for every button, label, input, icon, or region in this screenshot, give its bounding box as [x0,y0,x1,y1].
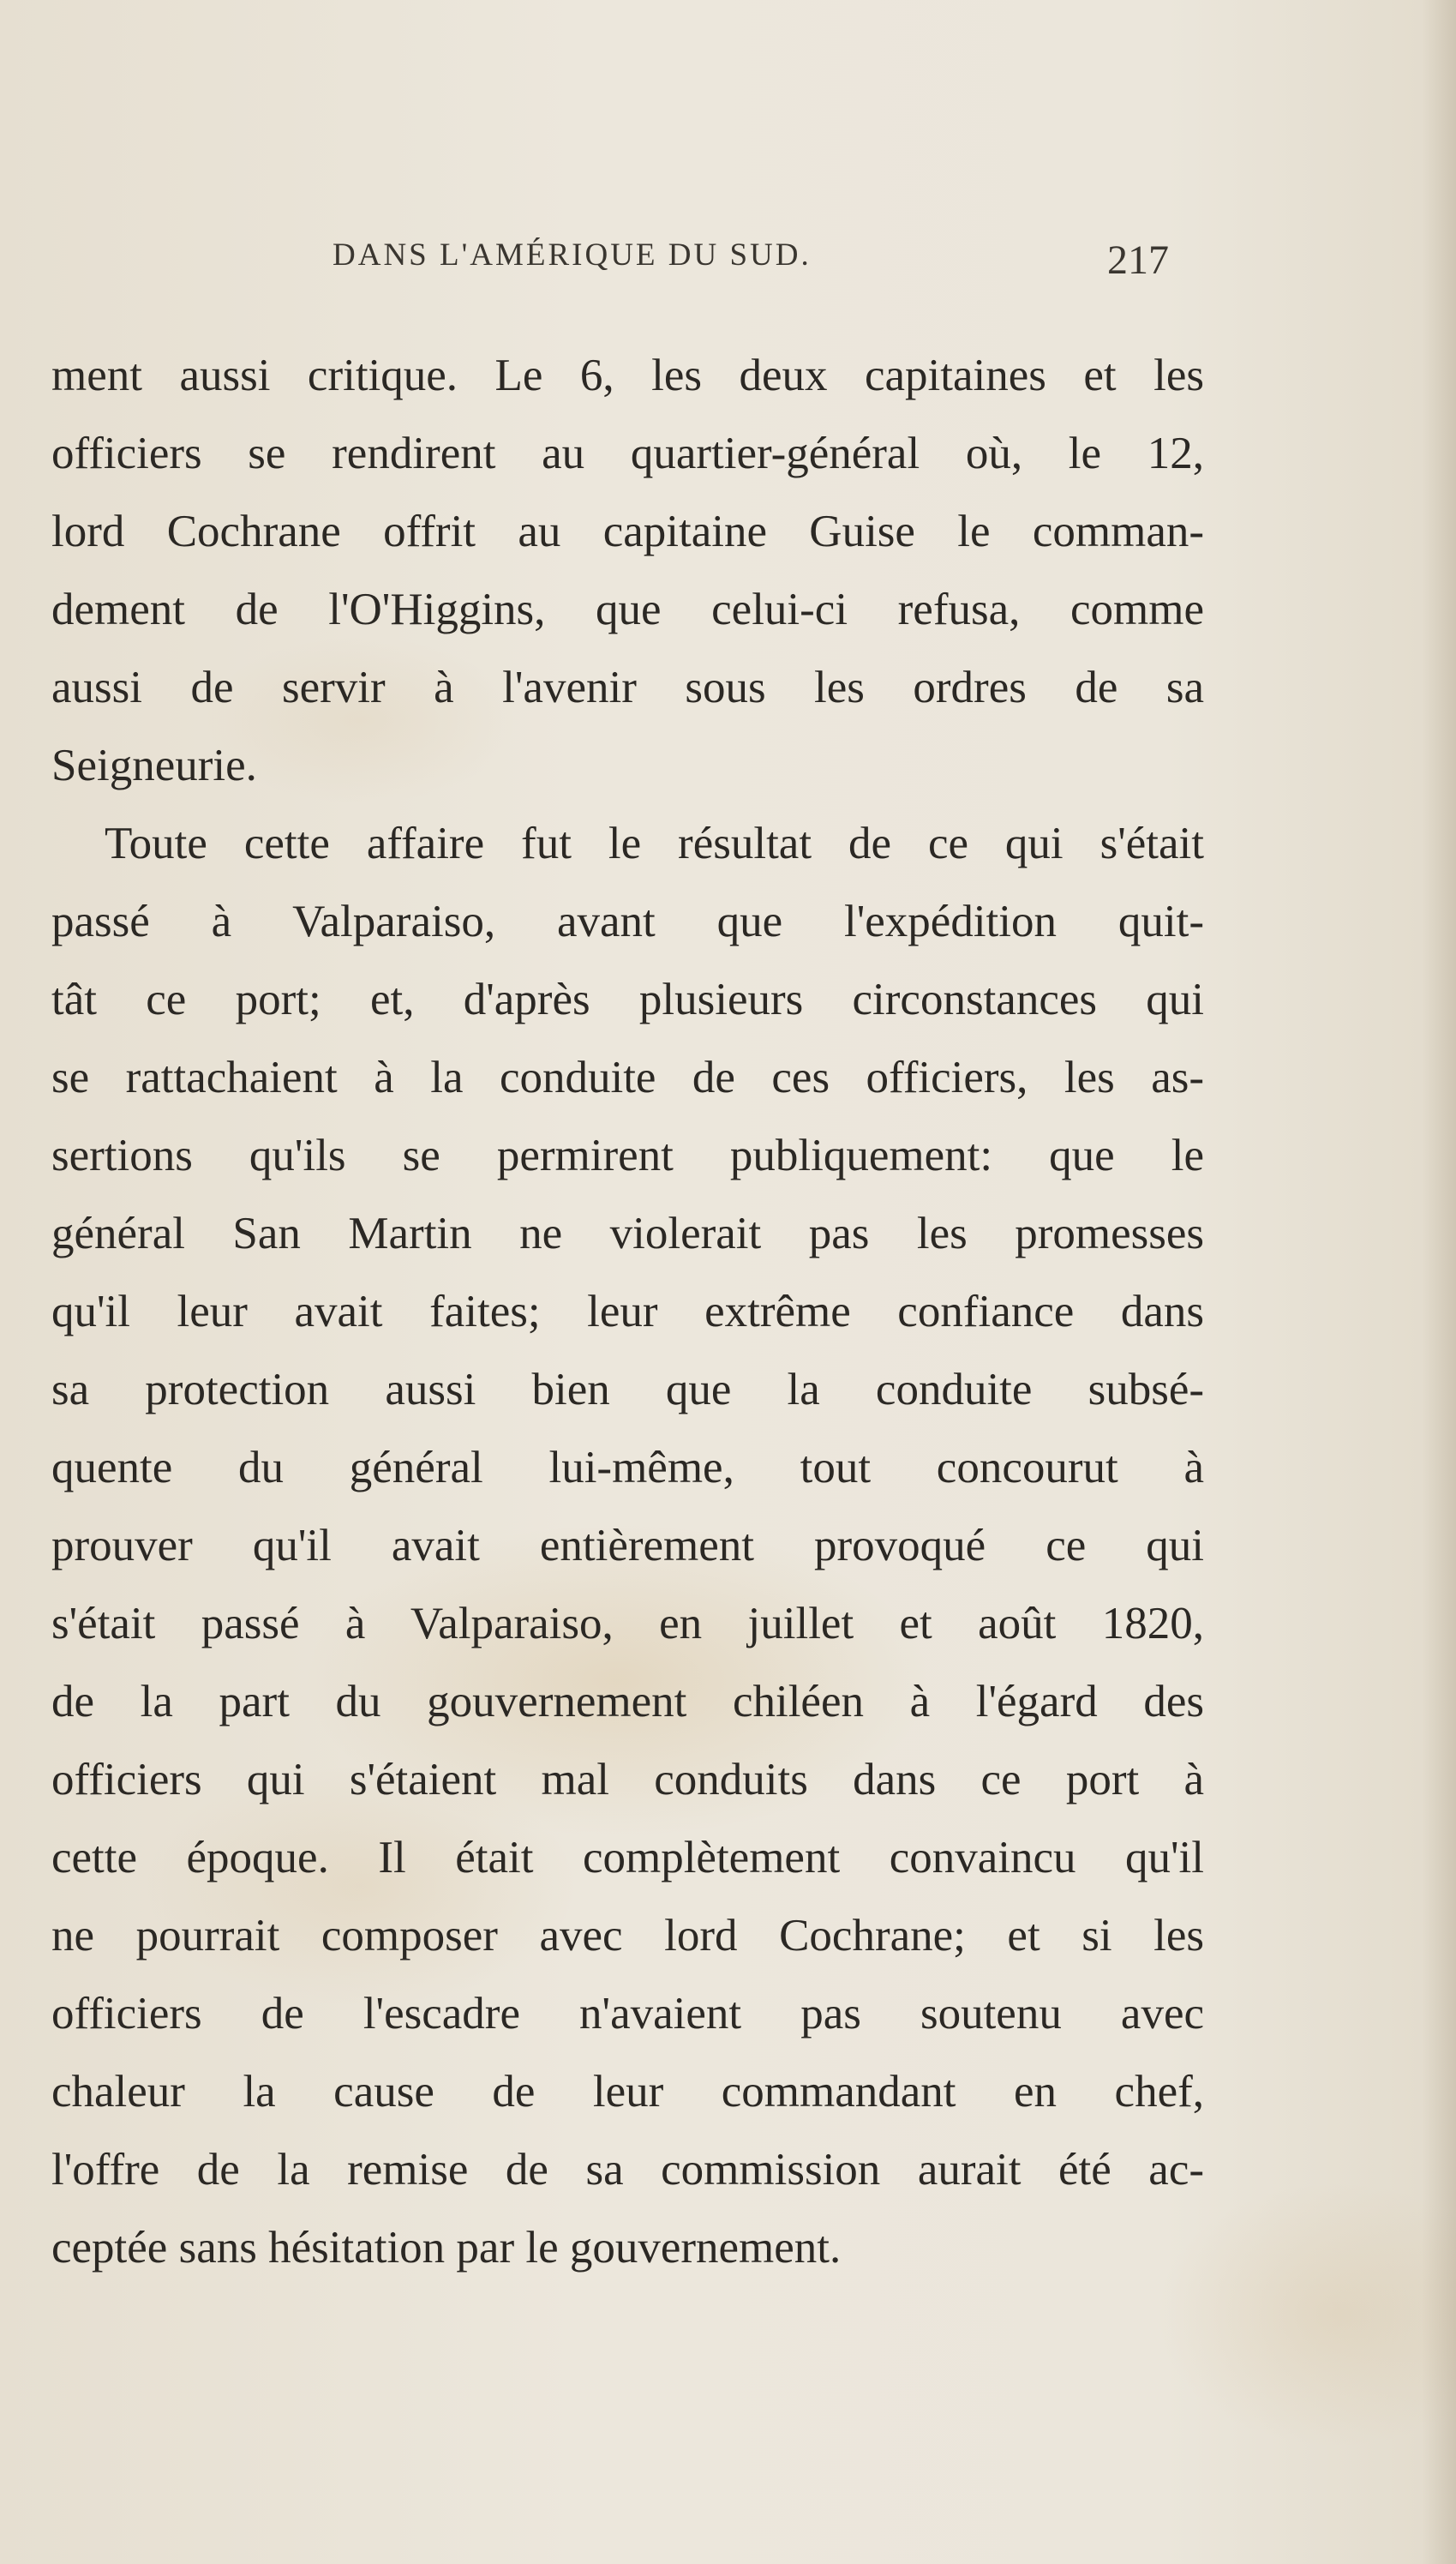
text-line: officiers se rendirent au quartier-général où, le 12, [51,429,1204,478]
page-edge-shadow [1422,0,1456,2564]
running-head: DANS L'AMÉRIQUE DU SUD. [333,237,812,273]
text-line: qu'il leur avait faites; leur extrême confiance dans [51,1287,1204,1336]
text-line: aussi de servir à l'avenir sous les ordres de sa [51,663,1204,712]
text-line: s'était passé à Valparaiso, en juillet et août 1820, [51,1599,1204,1648]
text-line: lord Cochrane offrit au capitaine Guise le comman- [51,507,1204,556]
text-line: Seigneurie. [51,741,257,790]
paragraph-first-line: Toute cette affaire fut le résultat de ce qui s'était [105,819,1204,868]
text-line: sertions qu'ils se permirent publiquement: que le [51,1131,1204,1180]
text-line: officiers qui s'étaient mal conduits dans ce port à [51,1755,1204,1804]
text-line: cette époque. Il était complètement convaincu qu'il [51,1833,1204,1882]
text-line: prouver qu'il avait entièrement provoqué ce qui [51,1521,1204,1570]
text-line: passé à Valparaiso, avant que l'expédition quit- [51,897,1204,946]
text-line: l'offre de la remise de sa commission aurait été ac- [51,2145,1204,2195]
text-line: général San Martin ne violerait pas les promesses [51,1209,1204,1258]
text-line: quente du général lui-même, tout concourut à [51,1443,1204,1492]
text-line: tât ce port; et, d'après plusieurs circonstances qui [51,975,1204,1024]
text-line: de la part du gouvernement chiléen à l'égard des [51,1677,1204,1726]
body-text [51,337,1204,2287]
text-line: ceptée sans hésitation par le gouvernement. [51,2223,842,2273]
text-line: sa protection aussi bien que la conduite subsé- [51,1365,1204,1414]
page-number: 217 [1107,237,1169,283]
text-line: ne pourrait composer avec lord Cochrane; et si les [51,1911,1204,1961]
text-line: dement de l'O'Higgins, que celui-ci refusa, comme [51,585,1204,634]
text-line: se rattachaient à la conduite de ces officiers, les as- [51,1053,1204,1102]
text-line: ment aussi critique. Le 6, les deux capitaines et les [51,351,1204,400]
text-line: chaleur la cause de leur commandant en chef, [51,2067,1204,2117]
text-line: officiers de l'escadre n'avaient pas soutenu avec [51,1989,1204,2039]
